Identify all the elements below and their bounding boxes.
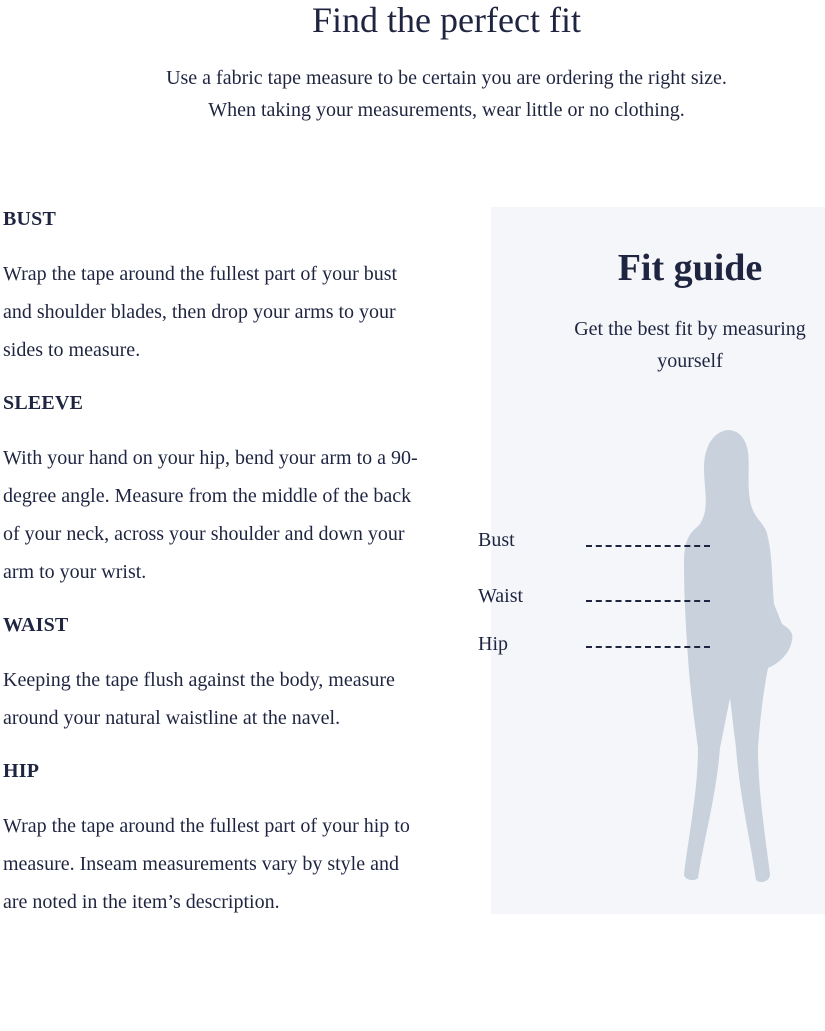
section-body-waist: Keeping the tape flush against the body, measure around your natural waistline at the navel. [3,669,395,729]
bust-measure-line [586,545,710,547]
page-title: Find the perfect fit [312,0,581,40]
section-hip [3,755,423,921]
label-waist: Waist [478,585,524,607]
fit-guide-subtitle: Get the best fit by measuring yourself [574,318,806,372]
section-sleeve [3,387,423,591]
section-waist [3,609,423,737]
measurement-sections [3,203,423,939]
section-heading-sleeve: SLEEVE [3,392,84,414]
waist-measure-line [586,600,710,602]
section-heading-waist: WAIST [3,614,69,636]
intro-line-2: When taking your measurements, wear little or no clothing. [208,99,685,121]
body-silhouette-icon [660,428,800,888]
section-body-bust: Wrap the tape around the fullest part of your bust and shoulder blades, then drop your arms to your sides to measure. [3,263,398,361]
fit-guide-title: Fit guide [617,247,763,289]
section-body-hip: Wrap the tape around the fullest part of your hip to measure. Inseam measurements vary by style and are noted in the item’s description. [3,815,410,913]
section-heading-hip: HIP [3,760,40,782]
section-bust [3,203,423,369]
hip-measure-line [586,646,710,648]
label-hip: Hip [478,633,508,655]
section-body-sleeve: With your hand on your hip, bend your arm to a 90-degree angle. Measure from the middle of the back of your neck, across your shoulder and down your arm to your wrist. [3,447,418,583]
label-bust: Bust [478,529,515,551]
intro-text [0,62,825,126]
intro-line-1: Use a fabric tape measure to be certain you are ordering the right size. [166,67,727,89]
section-heading-bust: BUST [3,208,57,230]
